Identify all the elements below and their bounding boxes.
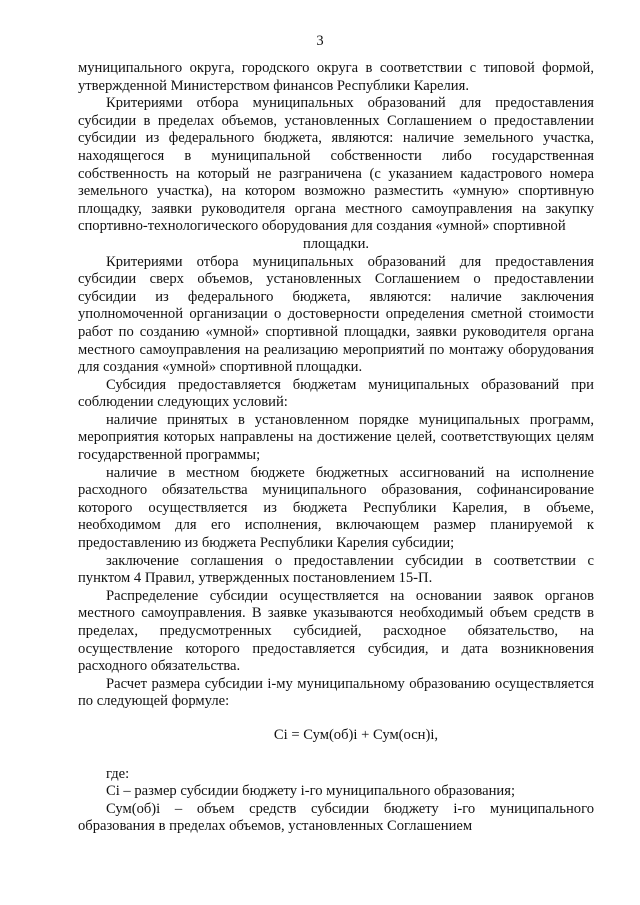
paragraph: площадки. — [302, 235, 370, 252]
paragraph: наличие принятых в установленном порядке муниципальных программ, мероприятия которых направлены на достижение целей, соответствующих целям государственной программы; — [78, 411, 594, 464]
paragraph: Сум(об)i – объем средств субсидии бюджету i-го муниципального образования в пределах объемов, установленных Соглашением — [78, 800, 594, 835]
paragraph: где: — [106, 765, 130, 782]
paragraph: муниципального округа, городского округа в соответствии с типовой формой, утвержденной Министерством финансов Республики Карелия. — [78, 60, 594, 94]
paragraph: Критериями отбора муниципальных образований для предоставления субсидии сверх объемов, установленных Соглашением о предоставлении субсидии из федерального бюджета, являются: наличие заключения уполномоченной организации о достоверности определения сметной стоимости работ по созданию «умной» спортивной площадки, заявки руководителя органа местного самоуправления на реализацию мероприятий по монтажу оборудования для создания «умной» спортивной площадки. — [78, 253, 594, 376]
paragraph: Критериями отбора муниципальных образований для предоставления субсидии в пределах объемов, установленных Соглашением о предоставлении субсидии из федерального бюджета, являются: наличие земельного участка, находящегося в муниципальной собственности либо государственная собственность на который не разграничена (с указанием кадастрового номера земельного участка), на котором возможно разместить «умную» спортивную площадку, заявки руководителя органа местного самоуправления на закупку спортивно-технологического оборудования для создания «умной» спортивной — [78, 95, 594, 235]
paragraph: Расчет размера субсидии i-му муниципальному образованию осуществляется по следующей формуле: — [78, 675, 594, 710]
paragraph: Ci – размер субсидии бюджету i-го муниципального образования; — [106, 783, 515, 800]
paragraph: Распределение субсидии осуществляется на основании заявок органов местного самоуправления. В заявке указываются необходимый объем средств в пределах, предусмотренных субсидией, расходное обязательство, на осуществление которого предоставляется субсидия, и дата возникновения расходного обязательства. — [78, 587, 594, 675]
formula: Ci = Сум(об)i + Сум(осн)i, — [273, 726, 439, 743]
page-number: 3 — [316, 33, 324, 49]
paragraph: Субсидия предоставляется бюджетам муниципальных образований при соблюдении следующих условий: — [78, 376, 594, 411]
document-body — [78, 60, 594, 836]
paragraph: заключение соглашения о предоставлении субсидии в соответствии с пунктом 4 Правил, утвержденных постановлением 15-П. — [78, 552, 594, 587]
paragraph: наличие в местном бюджете бюджетных ассигнований на исполнение расходного обязательства муниципального образования, софинансирование которого осуществляется из бюджета Республики Карелия, в объеме, необходимом для его исполнения, включающем размер планируемой к предоставлению из бюджета Республики Карелия субсидии; — [78, 464, 594, 552]
